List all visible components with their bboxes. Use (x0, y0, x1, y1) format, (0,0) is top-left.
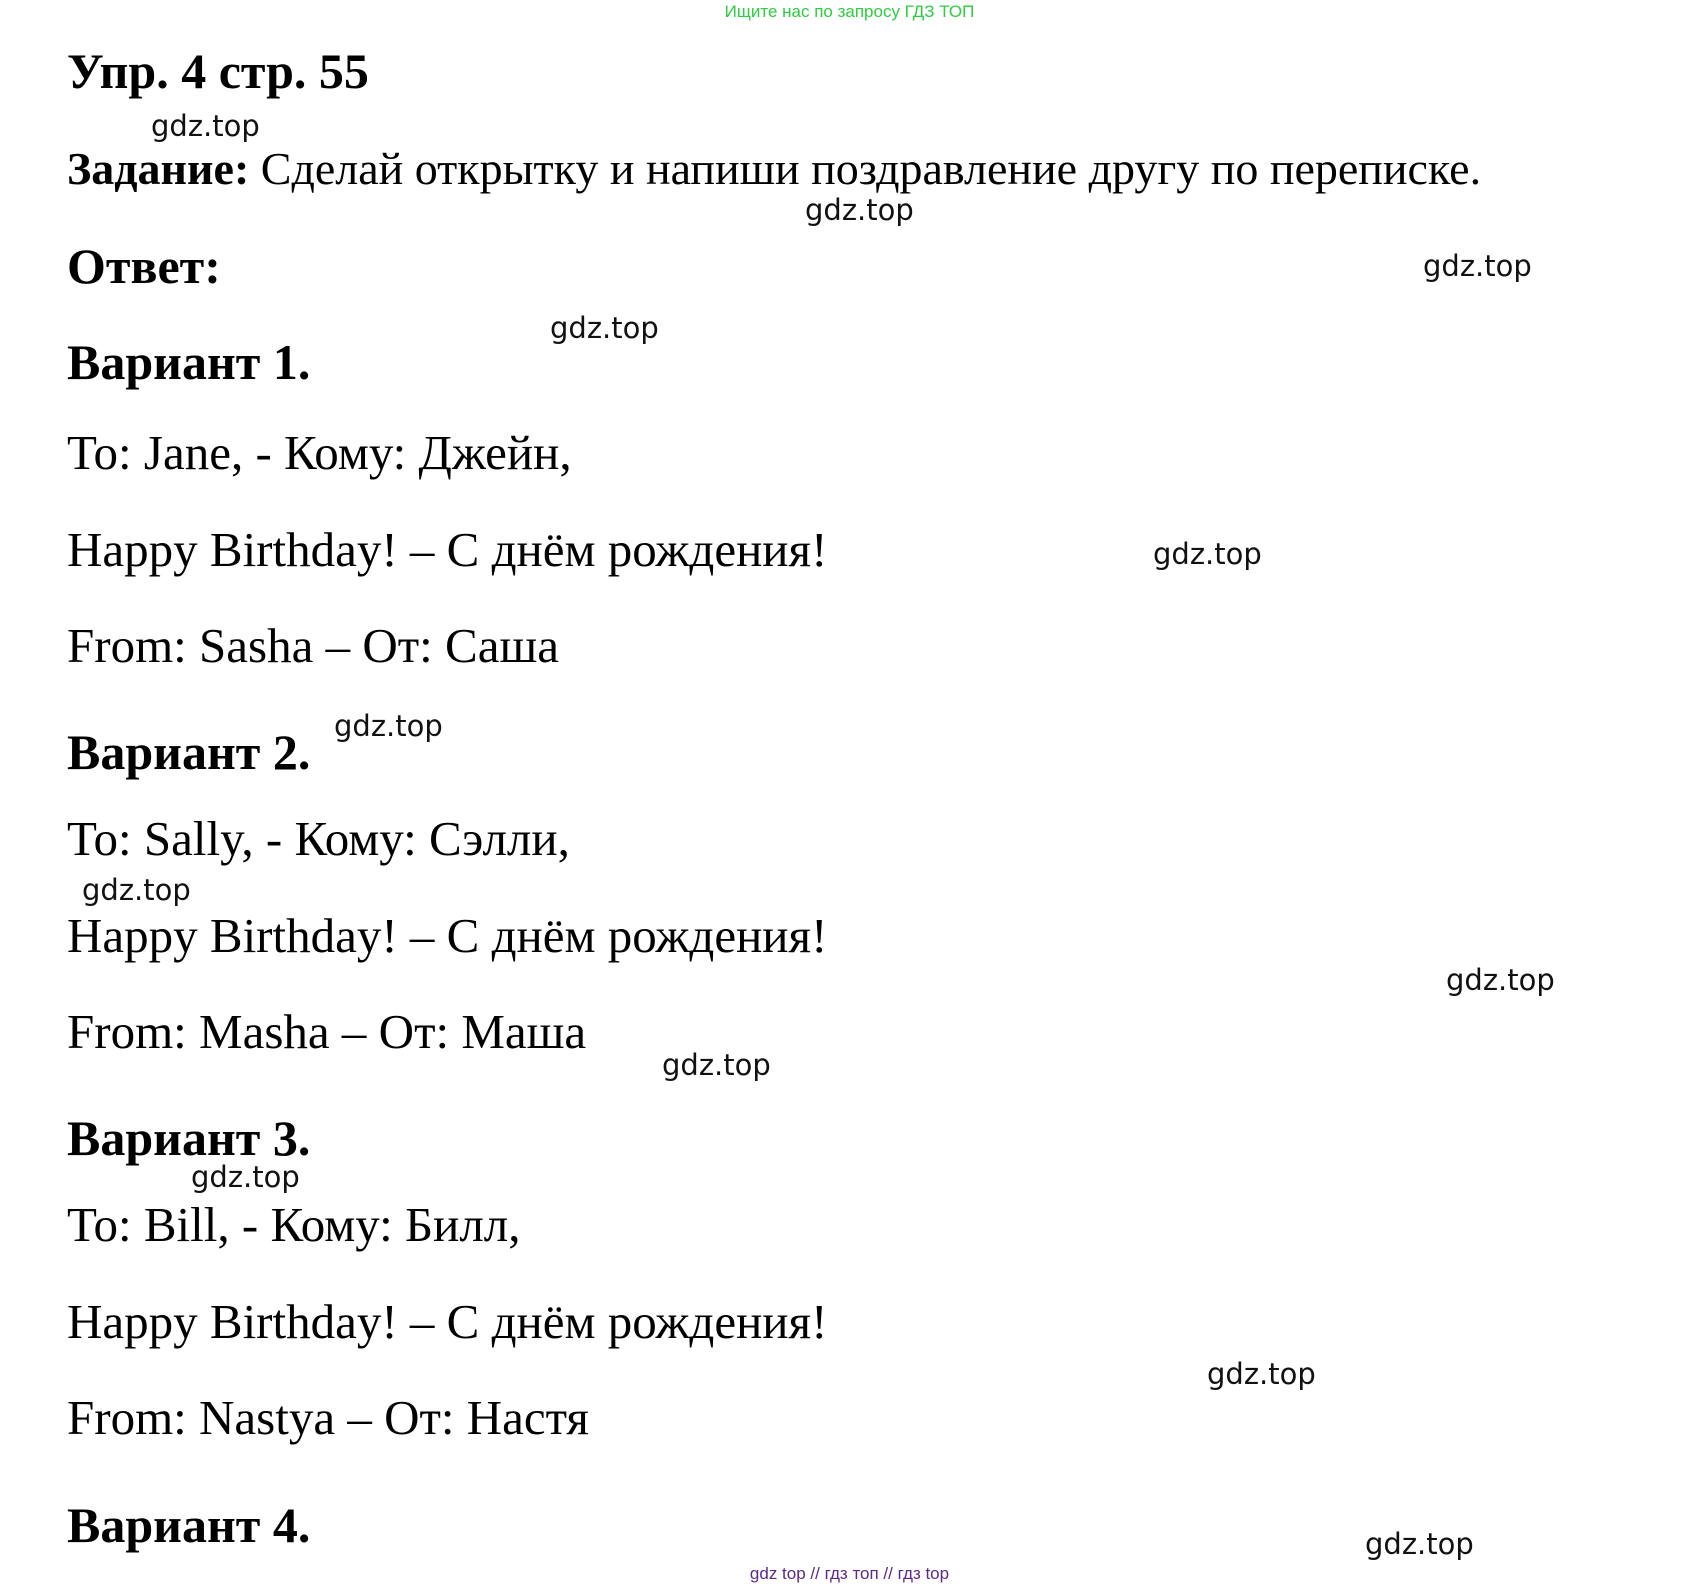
task-statement (67, 142, 1481, 195)
watermark: gdz.top (334, 709, 443, 743)
watermark: gdz.top (82, 873, 191, 907)
task-text: Сделай открытку и напиши поздравление другу по переписке. (249, 143, 1482, 194)
watermark: gdz.top (1423, 249, 1532, 283)
page-title: Упр. 4 стр. 55 (67, 43, 369, 99)
variant-3-heading: Вариант 3. (67, 1110, 311, 1166)
variant-2-heading: Вариант 2. (67, 724, 311, 780)
watermark: gdz.top (1446, 963, 1555, 997)
variant-2-to-line: To: Sally, - Кому: Сэлли, (67, 811, 570, 866)
watermark: gdz.top (805, 193, 914, 227)
variant-3-greeting-line: Happy Birthday! – С днём рождения! (67, 1294, 828, 1349)
variant-1-greeting-line: Happy Birthday! – С днём рождения! (67, 522, 828, 577)
watermark: gdz.top (662, 1048, 771, 1082)
variant-4-heading: Вариант 4. (67, 1497, 311, 1553)
variant-2-from-line: From: Masha – От: Маша (67, 1004, 587, 1059)
top-search-banner: Ищите нас по запросу ГДЗ ТОП (724, 2, 975, 21)
variant-2-greeting-line: Happy Birthday! – С днём рождения! (67, 908, 828, 963)
variant-1-heading: Вариант 1. (67, 334, 311, 390)
variant-1-from-line: From: Sasha – От: Саша (67, 618, 559, 673)
watermark: gdz.top (1153, 537, 1262, 571)
watermark: gdz.top (191, 1160, 300, 1194)
footer-watermark: gdz top // гдз топ // гдз top (749, 1564, 950, 1583)
watermark: gdz.top (151, 109, 260, 143)
watermark: gdz.top (1207, 1357, 1316, 1391)
variant-1-to-line: To: Jane, - Кому: Джейн, (67, 425, 572, 480)
watermark: gdz.top (550, 311, 659, 345)
variant-3-from-line: From: Nastya – От: Настя (67, 1390, 589, 1445)
task-label: Задание: (67, 143, 250, 194)
answer-label: Ответ: (67, 238, 221, 294)
variant-3-to-line: To: Bill, - Кому: Билл, (67, 1197, 521, 1252)
watermark: gdz.top (1365, 1527, 1474, 1561)
